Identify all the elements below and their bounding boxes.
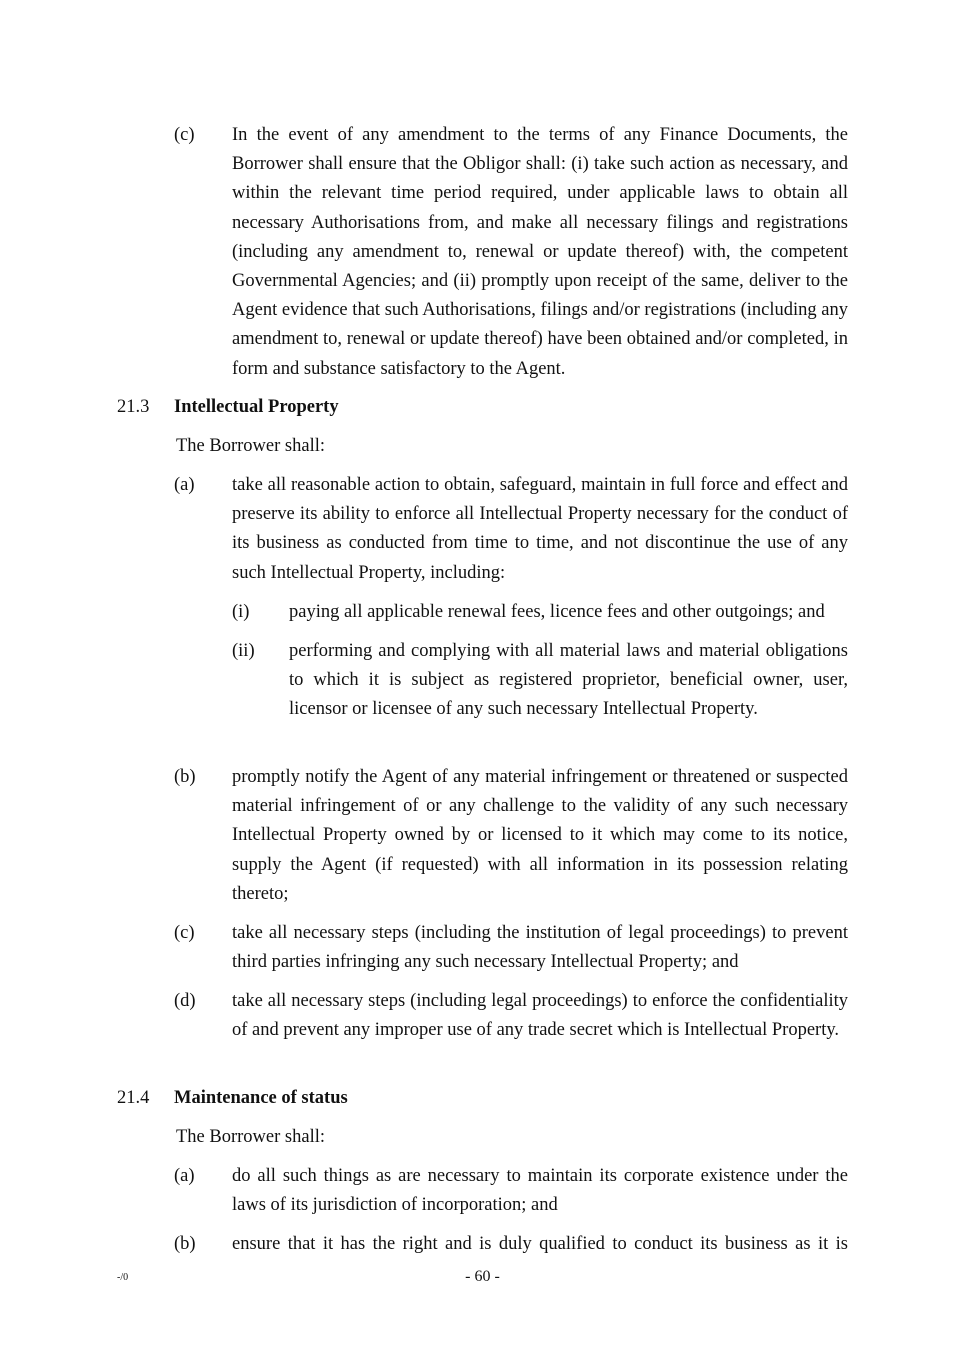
clause-21-3-a-ii-label: (ii): [232, 641, 255, 661]
section-21-4-number: 21.4: [117, 1088, 150, 1108]
clause-21-3-a-i-label: (i): [232, 602, 250, 622]
footer-page-number: - 60 -: [465, 1268, 500, 1285]
clause-21-3-a-label: (a): [174, 475, 195, 495]
clause-21-3-a-text: take all reasonable action to obtain, safeguard, maintain in full force and effect and preserve its ability to enforce all Intellectual Property necessary for the conduct of its business as conducted from time to time, and not discontinue the use of any such Intellectual Property, including:: [232, 475, 848, 583]
section-21-3-title: Intellectual Property: [174, 397, 339, 417]
section-21-4-title: Maintenance of status: [174, 1088, 348, 1108]
clause-21-4-b-text: ensure that it has the right and is duly qualified to conduct its business as it is: [232, 1234, 848, 1254]
section-21-3-number: 21.3: [117, 397, 150, 417]
section-21-3-intro: The Borrower shall:: [176, 436, 325, 456]
clause-21-4-a-text: do all such things as are necessary to maintain its corporate existence under the laws of its jurisdiction of incorporation; and: [232, 1166, 848, 1216]
clause-21-3-b-text: promptly notify the Agent of any material infringement or threatened or suspected material infringement of or any challenge to the validity of any such necessary Intellectual Property owned by or licensed to it which may come to its notice, supply the Agent (if requested) with all information in its possession relating thereto;: [232, 767, 848, 904]
section-21-4-intro: The Borrower shall:: [176, 1127, 325, 1147]
clause-21-4-b-label: (b): [174, 1234, 196, 1254]
clause-c-text: In the event of any amendment to the terms of any Finance Documents, the Borrower shall ensure that the Obligor shall: (i) take such action as necessary, and within the relevant time period required, under applicable laws to obtain all necessary Authorisations from, and make all necessary filings and registrations (including any amendment to, renewal or update thereof) with, the competent Governmental Agencies; and (ii) promptly upon receipt of the same, deliver to the Agent evidence that such Authorisations, filings and/or registrations (including any amendment to, renewal or update thereof) have been obtained and/or completed, in form and substance satisfactory to the Agent.: [232, 125, 848, 379]
clause-21-4-a-label: (a): [174, 1166, 195, 1186]
clause-21-3-c-label: (c): [174, 923, 195, 943]
clause-21-3-d-text: take all necessary steps (including legal proceedings) to enforce the confidentiality of and prevent any improper use of any trade secret which is Intellectual Property.: [232, 991, 848, 1041]
clause-21-3-b-label: (b): [174, 767, 196, 787]
clause-c-label: (c): [174, 125, 195, 145]
footer-doc-ref: -/0: [117, 1272, 129, 1283]
clause-21-3-d-label: (d): [174, 991, 196, 1011]
clause-21-3-a-ii-text: performing and complying with all material laws and material obligations to which it is subject as registered proprietor, beneficial owner, user, licensor or licensee of any such necessary Intellectual Property.: [289, 641, 848, 720]
clause-21-3-a-i-text: paying all applicable renewal fees, licence fees and other outgoings; and: [289, 602, 825, 622]
clause-21-3-c-text: take all necessary steps (including the institution of legal proceedings) to prevent third parties infringing any such necessary Intellectual Property; and: [232, 923, 848, 973]
